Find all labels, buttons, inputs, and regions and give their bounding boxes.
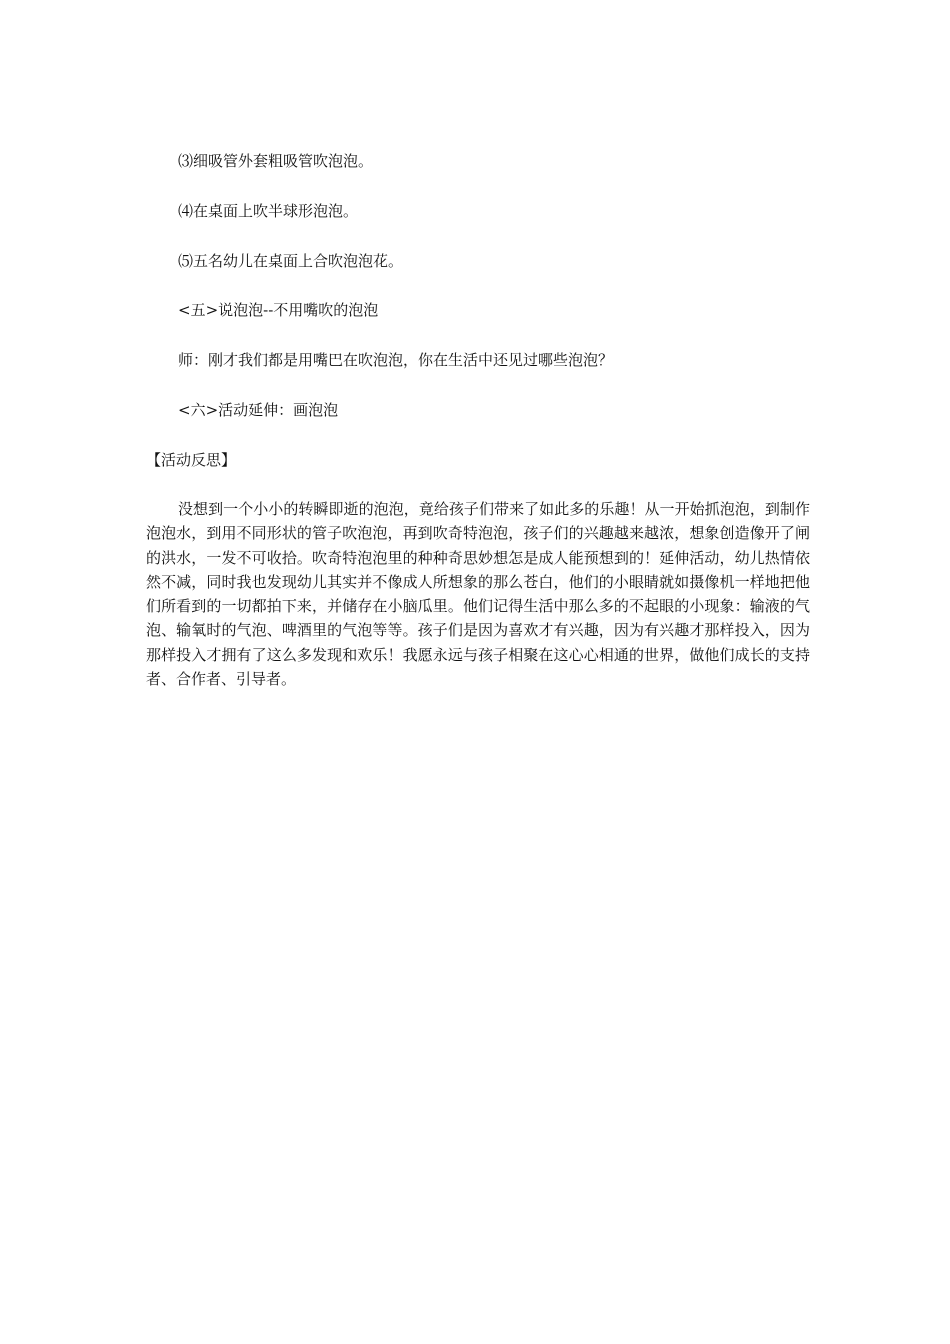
teacher-question: 师：刚才我们都是用嘴巴在吹泡泡，你在生活中还见过哪些泡泡？: [178, 351, 614, 369]
step-4: ⑷在桌面上吹半球形泡泡。: [178, 202, 359, 220]
section-6-heading: <六>活动延伸：画泡泡: [178, 401, 339, 419]
step-5: ⑸五名幼儿在桌面上合吹泡泡花。: [178, 252, 404, 270]
step-3: ⑶细吸管外套粗吸管吹泡泡。: [178, 152, 374, 170]
reflection-paragraph: 没想到一个小小的转瞬即逝的泡泡，竟给孩子们带来了如此多的乐趣！从一开始抓泡泡，到制作泡泡水，到用不同形状的管子吹泡泡，再到吹奇特泡泡，孩子们的兴趣越来越浓，想象创造像开了闸的洪水，一发不可收拾。吹奇特泡泡里的种种奇思妙想怎是成人能预想到的！延伸活动，幼儿热情依然不减，同时我也发现幼儿其实并不像成人所想象的那么苍白，他们的小眼睛就如摄像机一样地把他们所看到的一切都拍下来，并储存在小脑瓜里。他们记得生活中那么多的不起眼的小现象：输液的气泡、输氧时的气泡、啤酒里的气泡等等。孩子们是因为喜欢才有兴趣，因为有兴趣才那样投入，因为那样投入才拥有了这么多发现和欢乐！我愿永远与孩子相聚在这心心相通的世界，做他们成长的支持者、合作者、引导者。: [146, 500, 810, 689]
reflection-heading: 【活动反思】: [146, 451, 237, 469]
section-5-heading: <五>说泡泡--不用嘴吹的泡泡: [178, 301, 379, 319]
